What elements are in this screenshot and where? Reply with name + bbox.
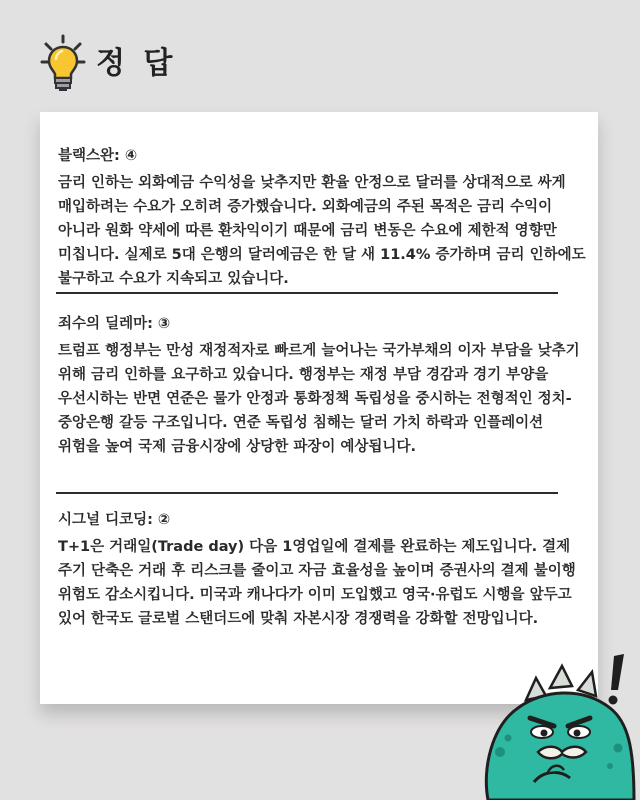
section-divider: [56, 292, 558, 294]
section-body: T+1은 거래일(Trade day) 다음 1영업일에 결제를 완료하는 제도입니다. 결제 주기 단축은 거래 후 리스크를 줄이고 자금 효율성을 높이며 증권사의 결제 불이행 위험도 감소시킵니다. 미국과 캐나다가 이미 도입했고 영국·유럽도 시행을 앞두고 있어 한국도 글로벌 스탠더드에 맞춰 자본시장 경쟁력을 강화할 전망입니다.: [58, 539, 576, 627]
lightbulb-icon: [34, 32, 104, 96]
section-body: 트럼프 행정부는 만성 재정적자로 빠르게 늘어나는 국가부채의 이자 부담을 낮추기 위해 금리 인하를 요구하고 있습니다. 행정부는 재정 부담 경감과 경기 부양을 우선시하는 반면 연준은 물가 안정과 통화정책 독립성을 중시하는 전형적인 정치-중앙은행 갈등 구조입니다. 연준 독립성 침해는 달러 가치 하락과 인플레이션 위험을 높여 국제 금융시장에 상당한 파장이 예상됩니다.: [58, 343, 580, 455]
section-body: 금리 인하는 외화예금 수익성을 낮추지만 환율 안정으로 달러를 상대적으로 싸게 매입하려는 수요가 오히려 증가했습니다. 외화예금의 주된 목적은 금리 수익이 아니라 원화 약세에 따른 환차익이기 때문에 금리 변동은 수요에 제한적 영향만 미칩니다. 실제로 5대 은행의 달러예금은 한 달 새 11.4% 증가하며 금리 인하에도 불구하고 수요가 지속되고 있습니다.: [58, 175, 586, 287]
answer-section-prisoners-dilemma: [58, 314, 590, 459]
page-title: 정 답: [96, 46, 177, 81]
answer-section-black-swan: [58, 146, 590, 291]
section-title: 블랙스완: ④: [58, 148, 138, 164]
dinosaur-mascot-illustration: [478, 648, 640, 800]
answer-section-signal-decoding: [58, 510, 590, 631]
answer-header: [34, 32, 334, 96]
answer-card: [40, 112, 598, 704]
section-divider: [56, 492, 558, 494]
section-title: 죄수의 딜레마: ③: [58, 316, 171, 332]
section-title: 시그널 디코딩: ②: [58, 512, 171, 528]
